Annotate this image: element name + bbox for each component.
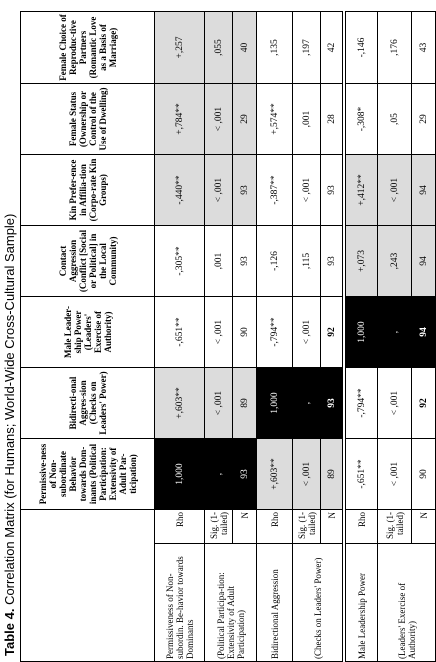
cell-value: -,794** bbox=[257, 297, 293, 368]
col-header-permissiveness: Permissive-ness of Non-subordinate Behavior towards Dom-inants (Political Participation: Extensivity of Adult Par-ticipation) bbox=[21, 439, 155, 510]
cell-value: -,440** bbox=[155, 155, 205, 226]
cell-value: 89 bbox=[321, 439, 343, 510]
row-label-male-leadership: Male Leadership Power bbox=[346, 544, 378, 662]
cell-value: 43 bbox=[412, 12, 436, 84]
cell-value: ,135 bbox=[257, 12, 293, 84]
cell-value: ,001 bbox=[205, 226, 233, 297]
cell-value: ,05 bbox=[378, 84, 412, 155]
cell-value: < ,001 bbox=[378, 155, 412, 226]
cell-value: < ,001 bbox=[293, 297, 321, 368]
cell-value: < ,001 bbox=[205, 155, 233, 226]
cell-value: -,651** bbox=[155, 297, 205, 368]
col-header-kin-preference: Kin Prefer-ence in Affilia-tion (Corpo-rate Kin Groups) bbox=[21, 155, 155, 226]
cell-value: 93 bbox=[233, 439, 257, 510]
cell-value: 89 bbox=[233, 368, 257, 439]
row-label-permissiveness: Permissiveness of Non-subordin. Be-havior towards Dominants bbox=[155, 544, 205, 662]
cell-value: < ,001 bbox=[205, 84, 233, 155]
cell-value: , bbox=[378, 297, 412, 368]
cell-value: -,794** bbox=[346, 368, 378, 439]
cell-value: +,257 bbox=[155, 12, 205, 84]
row-sublabel-political-participation: (Political Participa-tion: Extensivity of Adult Participation) bbox=[205, 544, 257, 662]
table-row bbox=[346, 12, 378, 662]
cell-value: 1,000 bbox=[257, 368, 293, 439]
col-header-female-status: Female Status (Ownership or Control of the Use of Dwelling) bbox=[21, 84, 155, 155]
table-row bbox=[257, 12, 293, 662]
cell-value: ,115 bbox=[293, 226, 321, 297]
cell-value: -,126 bbox=[257, 226, 293, 297]
col-header-female-choice: Female Choice of Reproduc-tive Partners (Romantic Love as a Basis of Marriage) bbox=[21, 12, 155, 84]
row-sublabel-checks-on-leaders: (Checks on Leaders' Power) bbox=[293, 544, 343, 662]
cell-value: 93 bbox=[233, 155, 257, 226]
cell-value: 90 bbox=[233, 297, 257, 368]
cell-value: 94 bbox=[412, 297, 436, 368]
cell-value: 1,000 bbox=[346, 297, 378, 368]
cell-value: +,574** bbox=[257, 84, 293, 155]
cell-value: ,243 bbox=[378, 226, 412, 297]
cell-value: 94 bbox=[412, 155, 436, 226]
cell-value: 92 bbox=[412, 368, 436, 439]
stat-label: Rho bbox=[155, 510, 205, 544]
cell-value: 92 bbox=[321, 297, 343, 368]
cell-value: 28 bbox=[321, 84, 343, 155]
table-row bbox=[378, 12, 412, 662]
cell-value: < ,001 bbox=[378, 439, 412, 510]
cell-value: 93 bbox=[321, 226, 343, 297]
stat-label: Rho bbox=[346, 510, 378, 544]
table-title-number: Table 4. bbox=[2, 608, 17, 656]
cell-value: 93 bbox=[233, 226, 257, 297]
cell-value: 93 bbox=[321, 368, 343, 439]
table-row bbox=[155, 12, 205, 662]
cell-value: +,073 bbox=[346, 226, 378, 297]
stat-label: N bbox=[412, 510, 436, 544]
cell-value: 93 bbox=[321, 155, 343, 226]
row-label-bidirectional-aggression: Bidirectional Aggression bbox=[257, 544, 293, 662]
cell-value: +,412** bbox=[346, 155, 378, 226]
cell-value: +,603** bbox=[155, 368, 205, 439]
col-header-bidirectional-aggression: Bidirecti-onal Aggres-sion (Checks on Leaders' Power) bbox=[21, 368, 155, 439]
cell-value: -,387** bbox=[257, 155, 293, 226]
stat-label: Sig. (1-tailed) bbox=[293, 510, 321, 544]
stat-label: N bbox=[233, 510, 257, 544]
cell-value: < ,001 bbox=[293, 155, 321, 226]
cell-value: 1,000 bbox=[155, 439, 205, 510]
table-title-text: Correlation Matrix (for Humans; World-Wide Cross-Cultural Sample) bbox=[2, 213, 17, 609]
cell-value: , bbox=[293, 368, 321, 439]
cell-value: < ,001 bbox=[205, 297, 233, 368]
cell-value: ,001 bbox=[293, 84, 321, 155]
col-header-contact-aggression: Contact Aggression (Conflict [Social or Political] in the Local Community) bbox=[21, 226, 155, 297]
stat-label: Rho bbox=[257, 510, 293, 544]
cell-value: < ,001 bbox=[378, 368, 412, 439]
cell-value: -,305** bbox=[155, 226, 205, 297]
header-corner bbox=[21, 510, 155, 662]
row-sublabel-leaders-exercise: (Leaders' Exercise of Authority) bbox=[378, 544, 436, 662]
table-title bbox=[2, 6, 17, 656]
stat-label: N bbox=[321, 510, 343, 544]
cell-value: -,308* bbox=[346, 84, 378, 155]
cell-value: ,197 bbox=[293, 12, 321, 84]
cell-value: +,603** bbox=[257, 439, 293, 510]
cell-value: ,055 bbox=[205, 12, 233, 84]
cell-value: -,651** bbox=[346, 439, 378, 510]
cell-value: , bbox=[205, 439, 233, 510]
cell-value: -,146 bbox=[346, 12, 378, 84]
cell-value: 29 bbox=[412, 84, 436, 155]
table-row bbox=[205, 12, 233, 662]
header-row bbox=[21, 12, 155, 662]
cell-value: 29 bbox=[233, 84, 257, 155]
table-row bbox=[293, 12, 321, 662]
cell-value: 90 bbox=[412, 439, 436, 510]
cell-value: < ,001 bbox=[293, 439, 321, 510]
stat-label: Sig. (1-tailed) bbox=[378, 510, 412, 544]
cell-value: 42 bbox=[321, 12, 343, 84]
stat-label: Sig. (1-tailed) bbox=[205, 510, 233, 544]
correlation-matrix bbox=[20, 11, 436, 662]
cell-value: 40 bbox=[233, 12, 257, 84]
cell-value: ,176 bbox=[378, 12, 412, 84]
col-header-male-leadership: Male Leader-ship Power (Leaders' Exercise of Authority) bbox=[21, 297, 155, 368]
cell-value: +,784** bbox=[155, 84, 205, 155]
cell-value: < ,001 bbox=[205, 368, 233, 439]
cell-value: 94 bbox=[412, 226, 436, 297]
